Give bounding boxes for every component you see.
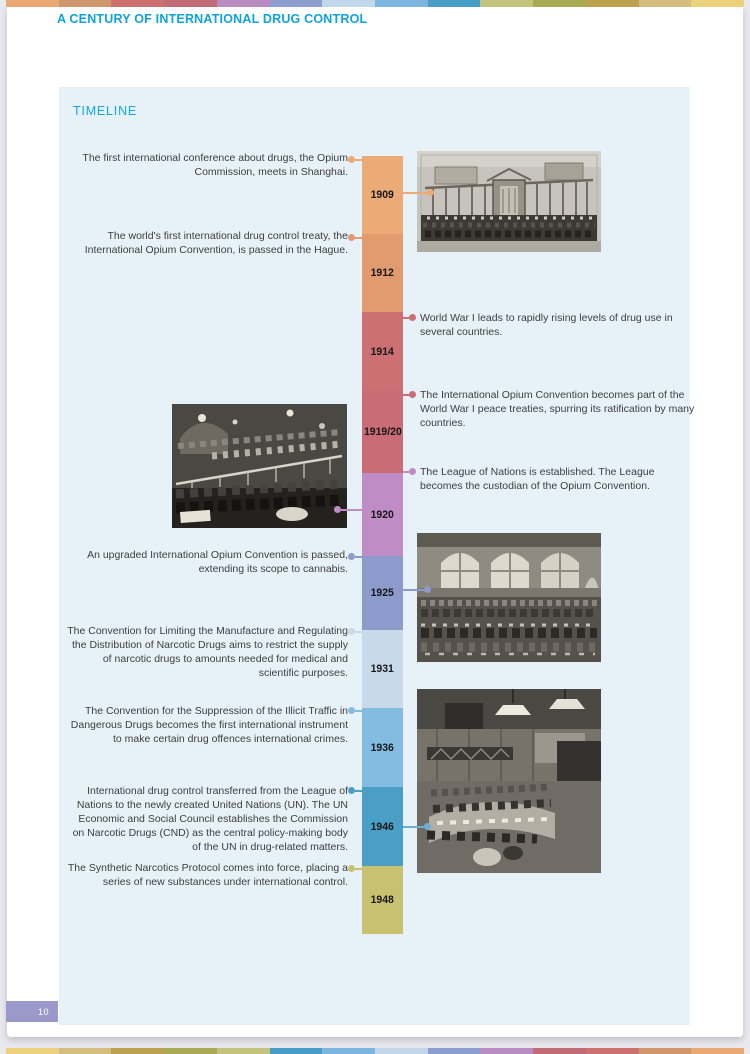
connector-dot-1912	[348, 234, 355, 241]
strip-swatch	[691, 0, 744, 7]
connector-dot-1919-20	[409, 391, 416, 398]
strip-swatch	[480, 1048, 533, 1054]
event-text-1919-20: The International Opium Convention becomes part of the World War I peace treaties, spurring its ratification by many countries.	[420, 389, 695, 429]
strip-swatch	[111, 0, 164, 7]
strip-swatch	[217, 0, 270, 7]
year-label: 1914	[370, 345, 395, 358]
bottom-color-strip	[6, 1048, 744, 1054]
strip-swatch	[111, 1048, 164, 1054]
year-label: 1946	[370, 820, 395, 833]
connector-line-1925	[355, 556, 363, 558]
event-text-1920: The League of Nations is established. The League becomes the custodian of the Opium Convention.	[420, 466, 655, 492]
page-number: 10	[37, 1006, 49, 1017]
strip-swatch	[691, 1048, 744, 1054]
timeline-block-1920	[362, 473, 403, 556]
photo-1946-un-cnd-session	[417, 689, 601, 873]
strip-swatch	[428, 1048, 481, 1054]
timeline-block-1946	[362, 787, 403, 866]
timeline-block-1914	[362, 312, 403, 391]
connector-dot-1920	[409, 468, 416, 475]
top-color-strip	[6, 0, 744, 7]
strip-swatch	[375, 1048, 428, 1054]
strip-swatch	[322, 0, 375, 7]
connector-line-1912	[355, 237, 363, 239]
event-text-1925: An upgraded International Opium Convention is passed, extending its scope to cannabis.	[87, 549, 348, 575]
connector-dot-1914	[409, 314, 416, 321]
year-label: 1912	[370, 267, 395, 279]
strip-swatch	[6, 1048, 59, 1054]
strip-swatch	[59, 1048, 112, 1054]
timeline-block-1912	[362, 234, 403, 312]
timeline-block-1936	[362, 708, 403, 787]
year-label: 1931	[370, 663, 395, 675]
strip-swatch	[6, 0, 59, 7]
timeline-block-1919-20	[362, 391, 403, 473]
connector-line-1936	[355, 710, 363, 712]
year-label: 1909	[370, 189, 395, 201]
connector-line-1946	[355, 790, 363, 792]
photo-1909-shanghai-commission	[417, 151, 601, 252]
photo-1925-convention-hall	[417, 533, 601, 662]
strip-swatch	[428, 0, 481, 7]
timeline-block-1931	[362, 630, 403, 708]
strip-swatch	[270, 1048, 323, 1054]
event-text-1936: The Convention for the Suppression of the Illicit Traffic in Dangerous Drugs becomes the first international instrument to make certain drug offences international crimes.	[70, 705, 348, 745]
strip-swatch	[533, 0, 586, 7]
photo-connector-line-1925	[403, 589, 426, 591]
connector-dot-1925	[348, 553, 355, 560]
event-text-1914: World War I leads to rapidly rising levels of drug use in several countries.	[420, 312, 673, 338]
photo-connector-dot-1925	[424, 586, 431, 593]
photo-connector-dot-1946	[424, 823, 431, 830]
strip-swatch	[59, 0, 112, 7]
event-text-1948: The Synthetic Narcotics Protocol comes into force, placing a series of new substances under international control.	[67, 862, 348, 888]
strip-swatch	[639, 1048, 692, 1054]
connector-dot-1936	[348, 707, 355, 714]
year-label: 1948	[370, 894, 395, 906]
strip-swatch	[533, 1048, 586, 1054]
connector-dot-1909	[348, 156, 355, 163]
connector-line-1948	[355, 868, 363, 870]
timeline-block-1948	[362, 866, 403, 934]
timeline-block-1909	[362, 156, 403, 234]
strip-swatch	[270, 0, 323, 7]
year-label: 1919/20	[363, 426, 402, 438]
connector-line-1909	[355, 159, 363, 161]
photo-1920-league-assembly	[172, 404, 347, 528]
photo-connector-line-1946	[403, 826, 426, 828]
event-text-1946: International drug control transferred from the League of Nations to the newly created United Nations (UN). The UN Economic and Social Council establishes the Commission on Narcotic Drugs (CND) as the central policy-making body of the UN in drug-related matters.	[72, 785, 348, 853]
strip-swatch	[217, 1048, 270, 1054]
event-text-1912: The world's first international drug control treaty, the International Opium Convention, is passed in the Hague.	[84, 230, 348, 256]
strip-swatch	[586, 1048, 639, 1054]
event-text-1931: The Convention for Limiting the Manufacture and Regulating the Distribution of Narcotic Drugs aims to restrict the supply of narcotic drugs to amounts needed for medical and scientific purposes.	[67, 625, 348, 679]
strip-swatch	[639, 0, 692, 7]
strip-swatch	[586, 0, 639, 7]
strip-swatch	[480, 0, 533, 7]
photo-connector-dot-1909	[427, 189, 434, 196]
strip-swatch	[322, 1048, 375, 1054]
photo-connector-dot-1920	[334, 506, 341, 513]
year-label: 1925	[370, 587, 395, 599]
year-label: 1936	[370, 741, 395, 754]
photo-connector-line-1920	[341, 509, 362, 511]
strip-swatch	[164, 1048, 217, 1054]
section-title: TIMELINE	[73, 104, 138, 118]
page-number-box	[6, 1001, 58, 1022]
connector-line-1931	[355, 631, 363, 633]
event-text-1909: The first international conference about drugs, the Opium Commission, meets in Shanghai.	[82, 152, 348, 178]
strip-swatch	[164, 0, 217, 7]
timeline-block-1925	[362, 556, 403, 630]
connector-dot-1948	[348, 865, 355, 872]
year-label: 1920	[370, 508, 395, 521]
photo-connector-line-1909	[403, 192, 429, 194]
connector-dot-1946	[348, 787, 355, 794]
strip-swatch	[375, 0, 428, 7]
connector-dot-1931	[348, 628, 355, 635]
page-header: A CENTURY OF INTERNATIONAL DRUG CONTROL	[57, 12, 368, 26]
